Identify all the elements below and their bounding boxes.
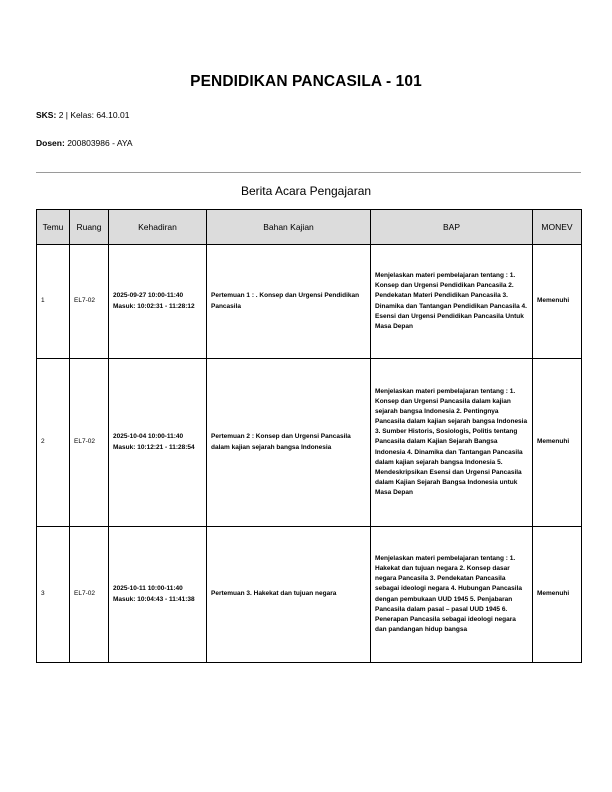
- temu-cell: 1: [37, 245, 70, 359]
- bap-cell: Menjelaskan materi pembelajaran tentang : 1. Konsep dan Urgensi Pancasila dalam kajian sejarah bangsa Indonesia 2. Pentingnya Pancasila dalam kajian sejarah bangsa Indonesia 3. Sumber Historis, Sosiologis, Politis tentang Pancasila dalam Kajian Sejarah Bangsa Indonesia 4. Dinamika dan Tantangan Pancasila dalam kajian sejarah bangsa Indonesia 5. Mendeskripsikan Esensi dan Urgensi Pancasila dalam Kajian Sejarah Bangsa Indonesia untuk Masa Depan: [371, 359, 533, 527]
- column-header-temu: Temu: [37, 210, 70, 245]
- kehadiran-cell: [109, 359, 207, 527]
- temu-cell: 3: [37, 527, 70, 663]
- monev-cell: Memenuhi: [533, 245, 582, 359]
- sks-kelas-line: [36, 110, 129, 120]
- document-title: PENDIDIKAN PANCASILA - 101: [190, 73, 422, 90]
- column-header-kehadiran: Kehadiran: [109, 210, 207, 245]
- kehadiran-cell: [109, 245, 207, 359]
- ruang-cell: EL7-02: [70, 527, 109, 663]
- kehadiran-jadwal: 2025-10-04 10:00-11:40: [113, 433, 184, 441]
- ruang-cell: EL7-02: [70, 359, 109, 527]
- monev-cell: Memenuhi: [533, 359, 582, 527]
- dosen-value: 200803986 - AYA: [67, 138, 133, 148]
- dosen-line: [36, 138, 133, 148]
- table-header-row: [37, 210, 582, 245]
- berita-acara-table: [36, 209, 582, 663]
- kehadiran-masuk: Masuk: 10:02:31 - 11:28:12: [113, 302, 195, 310]
- kehadiran-masuk: Masuk: 10:12:21 - 11:28:54: [113, 443, 195, 451]
- kehadiran-jadwal: 2025-10-11 10:00-11:40: [113, 585, 183, 593]
- temu-cell: 2: [37, 359, 70, 527]
- divider: [36, 172, 581, 173]
- kehadiran-cell: [109, 527, 207, 663]
- sks-label: SKS:: [36, 110, 57, 120]
- section-title: Berita Acara Pengajaran: [240, 184, 372, 198]
- column-header-monev: MONEV: [533, 210, 582, 245]
- dosen-label: Dosen:: [36, 138, 65, 148]
- kehadiran-jadwal: 2025-09-27 10:00-11:40: [113, 292, 184, 300]
- table-row: [37, 527, 582, 663]
- bahan-kajian-cell: Pertemuan 1 : . Konsep dan Urgensi Pendidikan Pancasila: [207, 245, 371, 359]
- ruang-cell: EL7-02: [70, 245, 109, 359]
- column-header-bahan-kajian: Bahan Kajian: [207, 210, 371, 245]
- column-header-bap: BAP: [371, 210, 533, 245]
- table-row: [37, 359, 582, 527]
- monev-cell: Memenuhi: [533, 527, 582, 663]
- bap-cell: Menjelaskan materi pembelajaran tentang : 1. Hakekat dan tujuan negara 2. Konsep dasar negara Pancasila 3. Pendekatan Pancasila sebagai ideologi negara 4. Hubungan Pancasila dengan pembukaan UUD 1945 5. Penjabaran Pancasila dalam pasal – pasal UUD 1945 6. Penerapan Pancasila sebagai ideologi negara dan pandangan hidup bangsa: [371, 527, 533, 663]
- table-row: [37, 245, 582, 359]
- bap-cell: Menjelaskan materi pembelajaran tentang : 1. Konsep dan Urgensi Pendidikan Pancasila 2. Pendekatan Materi Pendidikan Pancasila 3. Dinamika dan Tantangan Pendidikan Pancasila 4. Esensi dan Urgensi Pendidikan Pancasila Untuk Masa Depan: [371, 245, 533, 359]
- kehadiran-masuk: Masuk: 10:04:43 - 11:41:38: [113, 595, 195, 603]
- bahan-kajian-cell: Pertemuan 3. Hakekat dan tujuan negara: [207, 527, 371, 663]
- sks-kelas-value: 2 | Kelas: 64.10.01: [58, 110, 130, 120]
- bahan-kajian-cell: Pertemuan 2 : Konsep dan Urgensi Pancasila dalam kajian sejarah bangsa Indonesia: [207, 359, 371, 527]
- column-header-ruang: Ruang: [70, 210, 109, 245]
